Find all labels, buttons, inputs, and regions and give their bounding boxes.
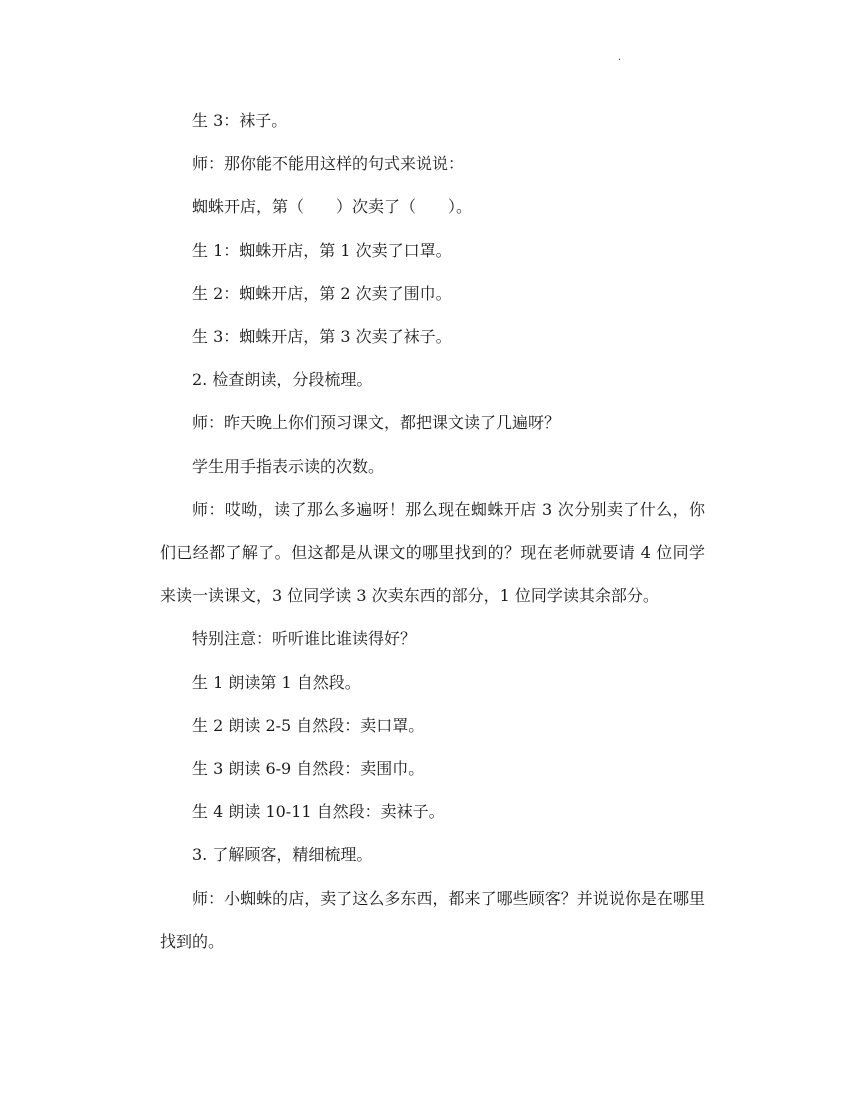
paragraph: 师：小蜘蛛的店，卖了这么多东西，都来了哪些顾客？并说说你是在哪里找到的。 [160, 888, 705, 951]
paragraph: 生 3：袜子。 [192, 111, 288, 130]
paragraph: 生 4 朗读 10-11 自然段：卖袜子。 [192, 802, 445, 822]
section-heading: 2. 检查朗读，分段梳理。 [192, 370, 373, 390]
paragraph: 特别注意：听听谁比谁读得好？ [192, 629, 417, 649]
paragraph: 学生用手指表示读的次数。 [192, 456, 385, 476]
paragraph: 师：那你能不能用这样的句式来说说： [192, 154, 465, 174]
paragraph: 师：昨天晚上你们预习课文，都把课文读了几遍呀？ [192, 413, 561, 433]
document-body [160, 99, 705, 963]
paragraph: 生 3：蜘蛛开店，第 3 次卖了袜子。 [192, 327, 452, 347]
paragraph: 生 3 朗读 6-9 自然段：卖围巾。 [192, 759, 425, 779]
paragraph: 蜘蛛开店，第（ ）次卖了（ ）。 [192, 197, 473, 217]
section-heading: 3. 了解顾客，精细梳理。 [192, 845, 373, 865]
paragraph: 生 2 朗读 2-5 自然段：卖口罩。 [192, 715, 425, 735]
paragraph: 生 1：蜘蛛开店，第 1 次卖了口罩。 [192, 240, 452, 260]
paragraph: 师：哎呦，读了那么多遍呀！那么现在蜘蛛开店 3 次分别卖了什么，你们已经都了解了。但这都是从课文的哪里找到的？现在老师就要请 4 位同学来读一读课文，3 位同学读 3 次卖东西的部分，1 位同学读其余部分。 [160, 499, 705, 606]
paragraph: 生 2：蜘蛛开店，第 2 次卖了围巾。 [192, 283, 452, 303]
paragraph: 生 1 朗读第 1 自然段。 [192, 672, 361, 692]
header-mark: . [618, 52, 622, 63]
